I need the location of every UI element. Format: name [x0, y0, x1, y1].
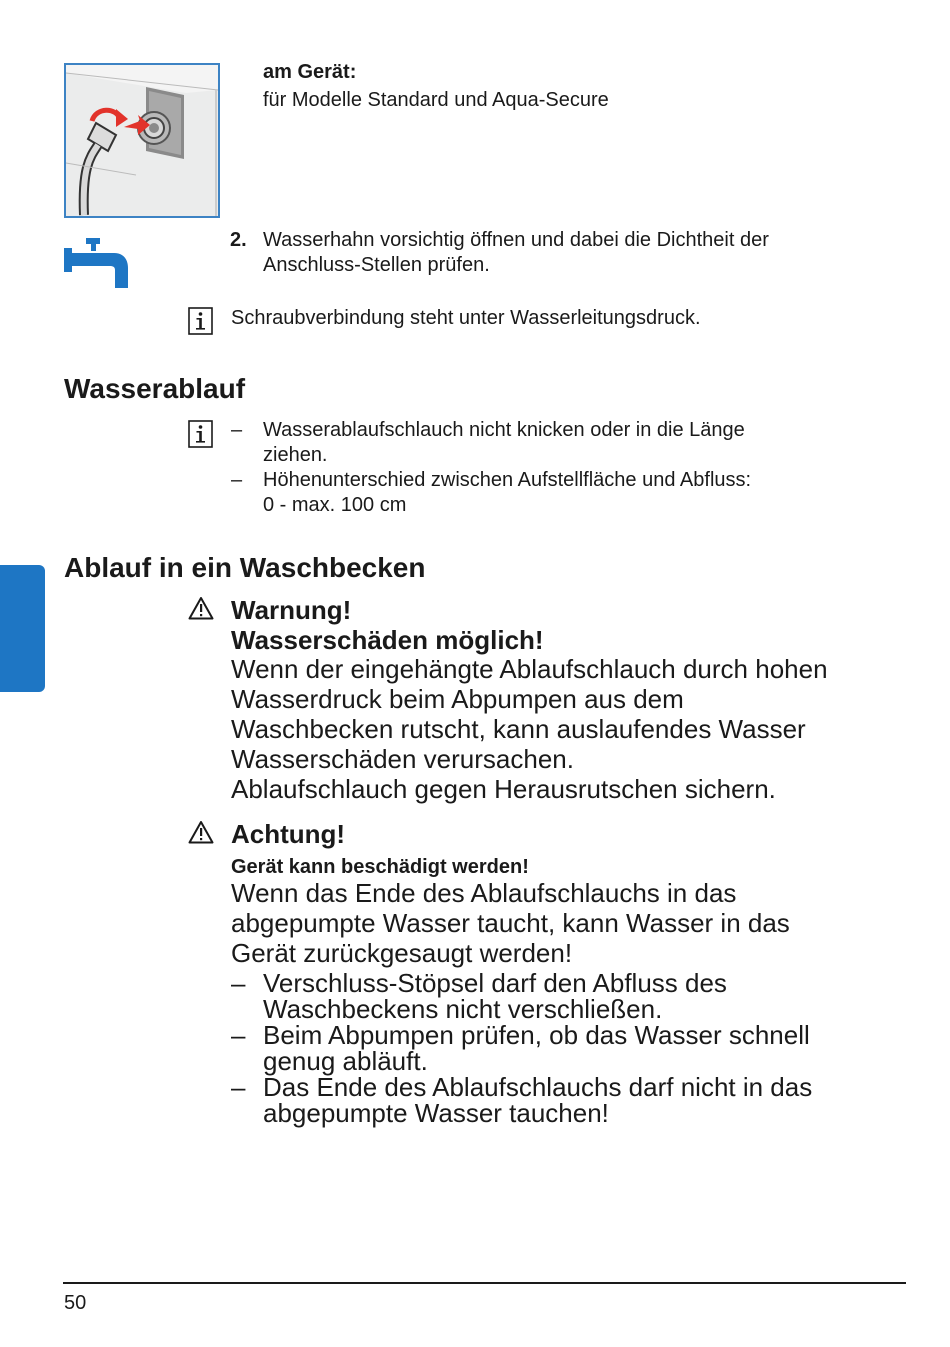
caution-text [231, 878, 911, 968]
list-item [231, 1022, 911, 1074]
caution-subtitle: Gerät kann beschädigt werden! [231, 856, 529, 878]
list-dash: – [231, 419, 243, 441]
caution-text-line: Wenn das Ende des Ablaufschlauchs in das [231, 878, 737, 908]
list-item [231, 1074, 911, 1126]
warning-text [231, 654, 911, 804]
list-item-line: genug abläuft. [263, 1046, 428, 1076]
step-text [263, 228, 769, 278]
step-text-line: Wasserhahn vorsichtig öffnen und dabei die Dichtheit der [263, 229, 769, 251]
list-dash: – [231, 1072, 246, 1102]
warning-text-line: Wenn der eingehängte Ablaufschlauch durch hohen [231, 654, 828, 684]
warning-subtitle: Wasserschäden möglich! [231, 625, 544, 655]
caution-text-line: Gerät zurückgesaugt werden! [231, 938, 573, 968]
warning-text-line: Wasserdruck beim Abpumpen aus dem [231, 684, 684, 714]
info-icon [188, 420, 213, 448]
device-heading: am Gerät: [263, 61, 357, 83]
list-item-line: 0 - max. 100 cm [263, 494, 407, 516]
list-item [231, 418, 871, 468]
chapter-tab [0, 565, 45, 692]
list-item-line: Das Ende des Ablaufschlauchs darf nicht in das [263, 1072, 813, 1102]
list-item-line: Wasserablaufschlauch nicht knicken oder in die Länge [263, 419, 745, 441]
list-item [231, 468, 871, 518]
list-item-line: abgepumpte Wasser tauchen! [263, 1098, 609, 1128]
list-item-line: Verschluss-Stöpsel darf den Abfluss des [263, 968, 727, 998]
footer-rule [63, 1282, 906, 1284]
warning-text-line: Waschbecken rutscht, kann auslaufendes Wasser [231, 714, 806, 744]
caution-label: Achtung! [231, 819, 346, 849]
section-title-wasserablauf: Wasserablauf [64, 373, 246, 404]
info-icon [188, 307, 213, 335]
device-text: für Modelle Standard und Aqua-Secure [263, 89, 609, 111]
water-tap-icon [64, 238, 130, 290]
section-title-waschbecken: Ablauf in ein Waschbecken [64, 552, 426, 583]
list-dash: – [231, 1020, 246, 1050]
note-text: Schraubverbindung steht unter Wasserleitungsdruck. [231, 307, 701, 329]
list-dash: – [231, 968, 246, 998]
warning-text-line: Wasserschäden verursachen. [231, 744, 574, 774]
wasserablauf-list [231, 418, 871, 518]
list-item-line: ziehen. [263, 444, 328, 466]
warning-triangle-icon [188, 820, 214, 844]
step-text-line: Anschluss-Stellen prüfen. [263, 254, 490, 276]
page-number: 50 [64, 1292, 87, 1314]
list-item-line: Beim Abpumpen prüfen, ob das Wasser schnell [263, 1020, 810, 1050]
list-item-line: Höhenunterschied zwischen Aufstellfläche und Abfluss: [263, 469, 752, 491]
warning-triangle-icon [188, 596, 214, 620]
list-dash: – [231, 469, 243, 491]
list-item [231, 970, 911, 1022]
caution-list [231, 970, 911, 1126]
caution-text-line: abgepumpte Wasser taucht, kann Wasser in das [231, 908, 790, 938]
warning-text-line: Ablaufschlauch gegen Herausrutschen sichern. [231, 774, 776, 804]
warning-label: Warnung! [231, 595, 352, 625]
list-item-line: Waschbeckens nicht verschließen. [263, 994, 663, 1024]
step-number: 2. [230, 229, 247, 251]
hose-connection-illustration [64, 63, 220, 218]
